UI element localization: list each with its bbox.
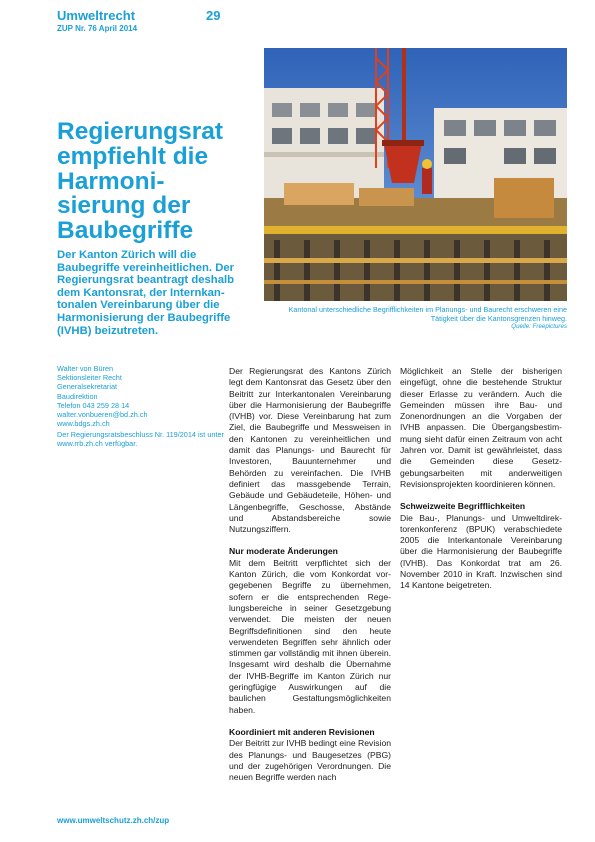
photo-credit: Quelle: Freepictures bbox=[511, 323, 567, 331]
body-column-1 bbox=[229, 366, 391, 794]
subheading: Koordiniert mit anderen Revisionen bbox=[229, 726, 375, 737]
body-paragraph: Der Regierungsrat des Kantons Zürich legt dem Kantonsrat das Gesetz über den Beitritt zur Interkantonalen Vereinbarung über die Harmonisierung der Baubegriffe (IVHB) vor. Diese Vereinbarung hat zum Ziel, die Baubegriffe und Messweisen in den Kantonen zu vereinheitlichen und damit das Planungs- und Baurecht für Investoren, Bauunternehmer und Behörden zu vereinfachen. Die IVHB definiert das massgebende Terrain, Gebäude und Gebäudeteile, Höhen- und Längenbegriffe, Geschosse, Abstände und Abstandsbereiche sowie Nutzungsziffern. bbox=[229, 366, 391, 535]
author-directorate: Baudirektion bbox=[57, 391, 98, 401]
body-column-2 bbox=[400, 366, 562, 603]
section-rubric: Umweltrecht bbox=[57, 8, 136, 23]
author-department: Generalsekretariat bbox=[57, 382, 118, 392]
resolution-note: Der Regierungsratsbeschluss Nr. 119/2014 ist unter www.rrb.zh.ch verfügbar. bbox=[57, 430, 224, 449]
photo-caption bbox=[262, 306, 567, 332]
body-paragraph: Möglichkeit an Stelle der bisherigen eingefügt, ohne die bestehende Struktur dieser Erlasse zu verändern. Auch die Gemeinden müssen ihre Bau- und Zonenordnungen an die Vorgaben der IVHB anpassen. Die Übergangsbestimmung sieht dafür einen Zeitraum von acht Jahren vor. Damit ist gewährleistet, dass die Gemeinden diese Gesetzgebungsarbeiten mit anderweitigen Revisionsprojekten koordinieren können. bbox=[400, 366, 562, 489]
subheading: Nur moderate Änderungen bbox=[229, 546, 338, 557]
author-email-link[interactable]: walter.vonbueren@bd.zh.ch bbox=[57, 410, 148, 420]
caption-text: Kantonal unterschiedliche Begrifflichkeiten im Planungs- und Baurecht erschweren eine Tätigkeit über die Kantonsgrenzen hinweg. bbox=[288, 305, 567, 323]
page-number: 29 bbox=[206, 8, 221, 23]
issue-label: ZUP Nr. 76 April 2014 bbox=[57, 24, 138, 33]
author-phone: Telefon 043 259 28 14 bbox=[57, 400, 130, 410]
body-paragraph: Mit dem Beitritt verpflichtet sich der Kanton Zürich, die vom Konkordat vorgegebenen Begriffe zu übernehmen, sofern er die entsprechenden Regelungsbereiche in seiner Gesetzgebung verwendet. Die meisten der neuen Begriffsdefinitionen sind den heute verwendeten Begriffen sehr ähnlich oder stimmen gar vollständig mit ihnen überein. Insgesamt wird deshalb die Übernahme der IVHB-Begriffe im Kanton Zürich nur geringfügige Auswirkungen auf die baulichen Gestaltungsmöglichkeiten haben. bbox=[229, 557, 391, 715]
body-paragraph: Der Beitritt zur IVHB bedingt eine Revision des Planungs- und Baugesetzes (PBG) und der zugehörigen Verordnungen. Die neuen Begriffe werden nach bbox=[229, 738, 391, 783]
author-website-link[interactable]: www.bdgs.zh.ch bbox=[57, 419, 110, 429]
footer-url-link[interactable]: www.umweltschutz.zh.ch/zup bbox=[57, 816, 170, 825]
author-role: Sektionsleiter Recht bbox=[57, 373, 122, 383]
article-headline: Regierungsrat empfiehlt die Harmonisierung der Baubegriffe bbox=[57, 118, 224, 245]
author-name: Walter von Büren bbox=[57, 364, 114, 373]
author-block bbox=[57, 364, 232, 428]
subheading: Schweizweite Begrifflichkeiten bbox=[400, 501, 526, 512]
construction-photo bbox=[264, 48, 567, 301]
article-lead: Der Kanton Zürich will die Baubegriffe vereinheitlichen. Der Regierungsrat beantragt deshalb dem Kantonsrat, der Internkantonalen Vereinbarung über die Harmonisierung der Baubegriffe (IVHB) beizutreten. bbox=[57, 249, 235, 337]
body-paragraph: Die Bau-, Planungs- und Umweltdirektorenkonferenz (BPUK) verabschiedete 2005 die Interkantonale Vereinbarung über die Harmonisierung der Baubegriffe (IVHB). Das Konkordat trat am 26. November 2010 in Kraft. Inzwischen sind 14 Kantone beigetreten. bbox=[400, 512, 562, 591]
